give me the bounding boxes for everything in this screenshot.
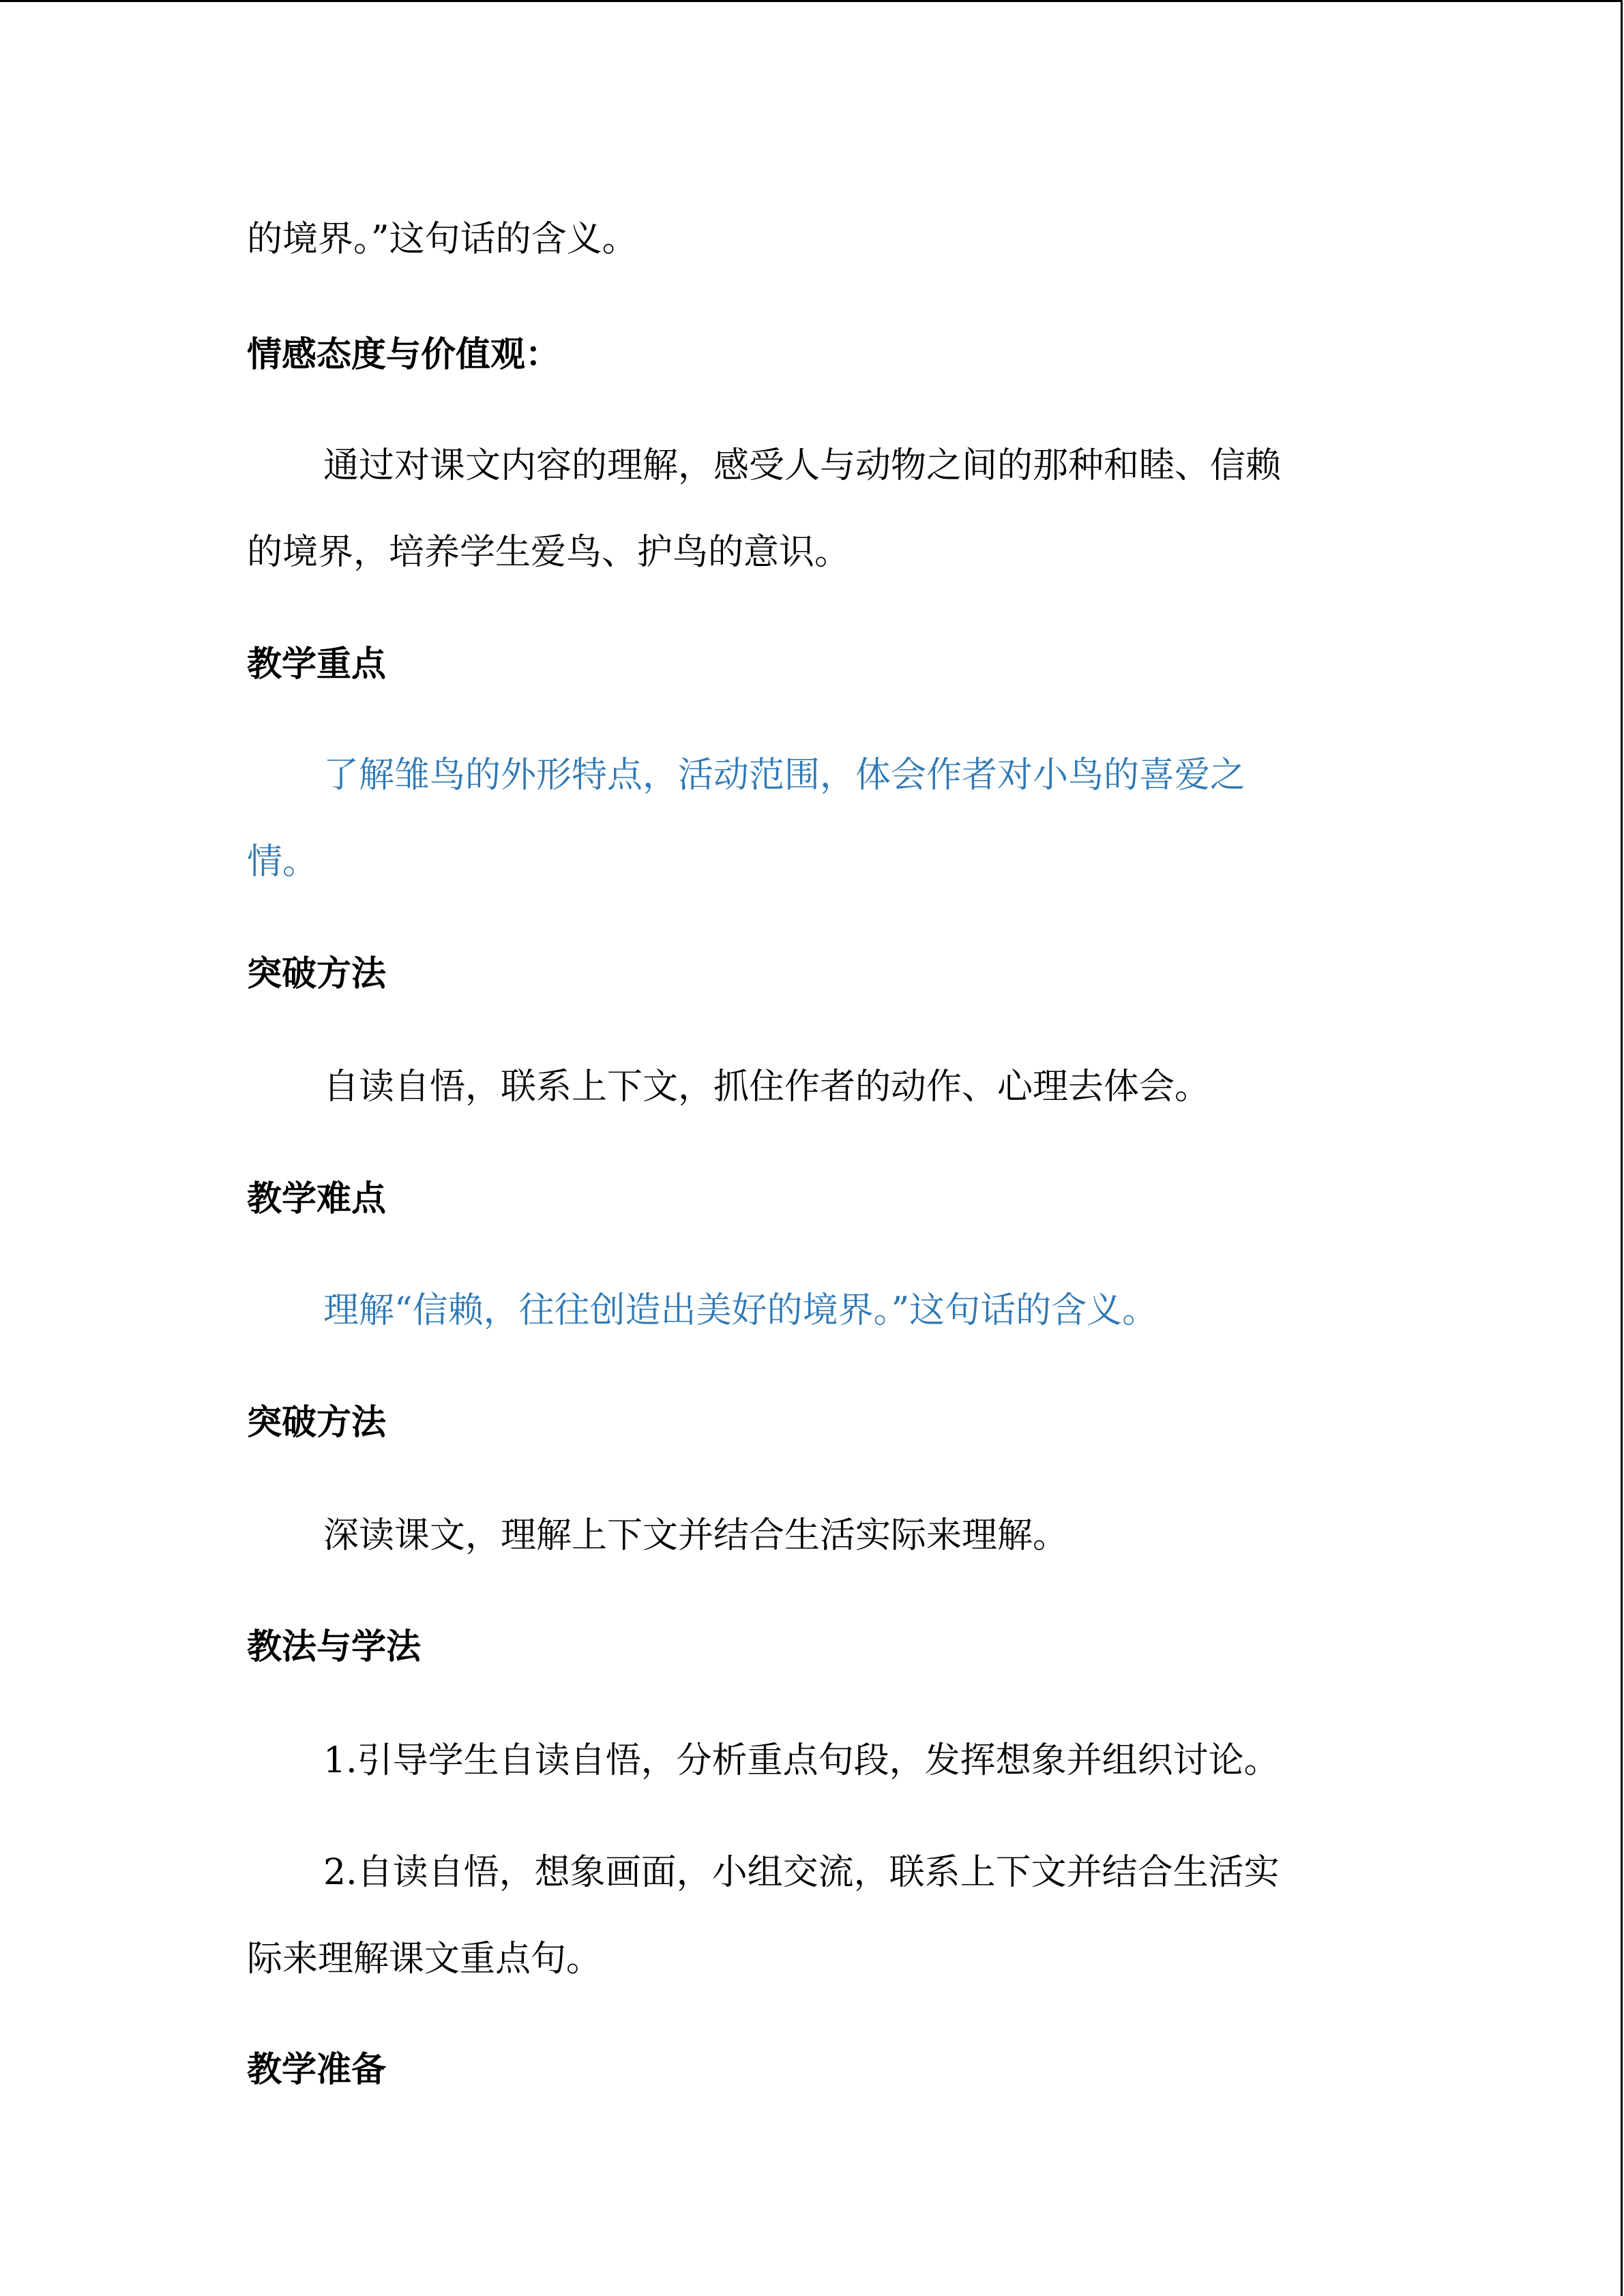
- teaching-methods-heading: 教法与学法: [247, 1627, 422, 1667]
- difficulty-text: 理解“信赖，往往创造出美好的境界。”这句话的含义。: [323, 1290, 1158, 1331]
- key-point-line2: 情。: [247, 841, 319, 882]
- method2-text: 深读课文，理解上下文并结合生活实际来理解。: [323, 1515, 1069, 1556]
- teaching-method-1: 1.引导学生自读自悟，分析重点句段，发挥想象并组织讨论。: [323, 1740, 1280, 1781]
- emotion-heading: 情感态度与价值观：: [247, 335, 561, 375]
- teaching-method-2-line1: 2.自读自悟，想象画面，小组交流，联系上下文并结合生活实: [323, 1852, 1280, 1893]
- difficulty-heading: 教学难点: [247, 1179, 387, 1219]
- key-point-line1: 了解雏鸟的外形特点，活动范围，体会作者对小鸟的喜爱之: [323, 755, 1246, 796]
- emotion-paragraph-line1: 通过对课文内容的理解，感受人与动物之间的那种和睦、信赖: [323, 445, 1282, 486]
- continued-line: 的境界。”这句话的含义。: [247, 219, 638, 260]
- preparation-heading: 教学准备: [247, 2050, 387, 2090]
- key-point-heading: 教学重点: [247, 644, 387, 685]
- teaching-method-2-line2: 际来理解课文重点句。: [247, 1939, 602, 1980]
- method1-text: 自读自悟，联系上下文，抓住作者的动作、心理去体会。: [323, 1067, 1211, 1107]
- method2-heading: 突破方法: [247, 1403, 387, 1443]
- method1-heading: 突破方法: [247, 954, 387, 994]
- emotion-paragraph-line2: 的境界，培养学生爱鸟、护鸟的意识。: [247, 532, 851, 573]
